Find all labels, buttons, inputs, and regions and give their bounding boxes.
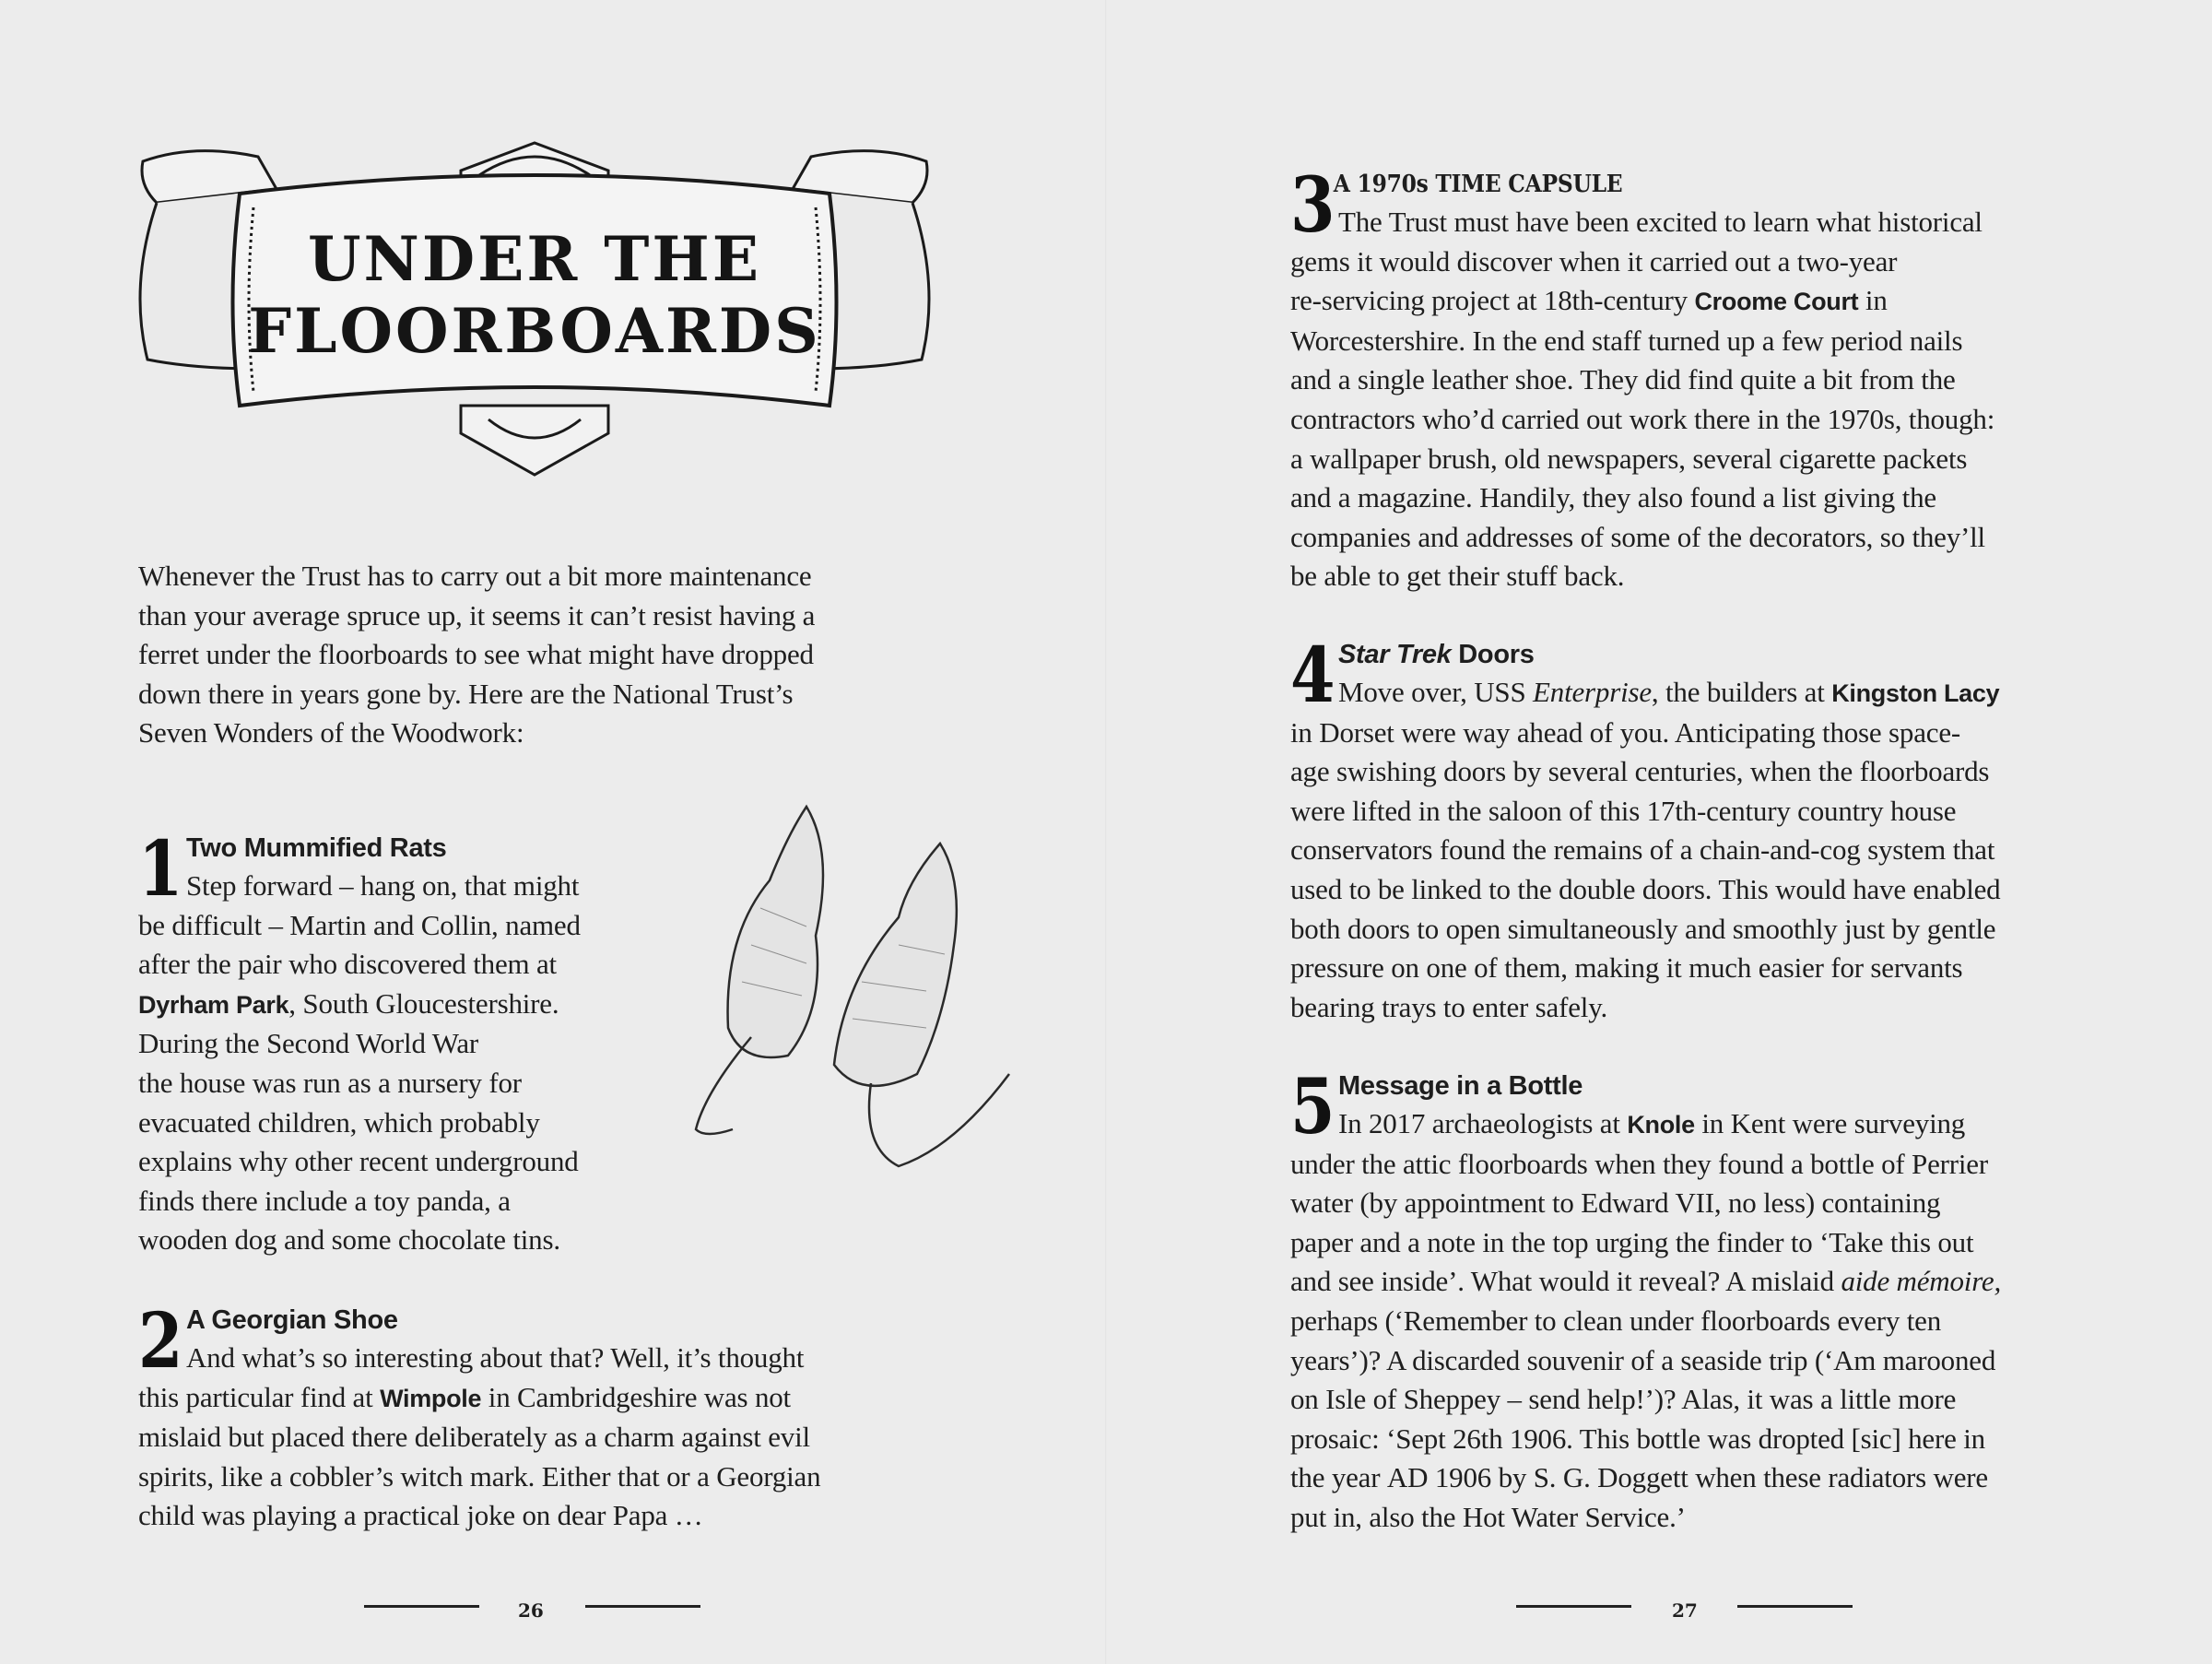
drop-numeral: 4	[1290, 631, 1335, 720]
text-line: in Dorset were way ahead of you. Anticipating those space-	[1290, 715, 1960, 749]
text-line: Whenever the Trust has to carry out a bit more maintenance	[138, 560, 812, 592]
page-number-right: 27	[1672, 1599, 1698, 1622]
italic-text: aide mémoire,	[1841, 1265, 2002, 1298]
text-line: evacuated children, which probably	[138, 1105, 540, 1139]
intro-paragraph	[138, 557, 815, 753]
place-name: Croome Court	[1694, 288, 1859, 316]
text-span: re-servicing project at 18th-century	[1290, 284, 1695, 317]
text-line	[1290, 1262, 2120, 1302]
text-line: both doors to open simultaneously and smoothly just by gentle	[1290, 912, 1996, 945]
drop-numeral: 2	[138, 1297, 183, 1386]
text-line: and a magazine. Handily, they also found a list giving the	[1290, 481, 1936, 514]
text-span: in Kent were surveying	[1694, 1107, 1966, 1139]
text-line: spirits, like a cobbler’s witch mark. Either that or a Georgian	[138, 1459, 821, 1493]
text-line: And what’s so interesting about that? Well, it’s thought	[186, 1341, 805, 1374]
text-line: put in, also the Hot Water Service.’	[1290, 1500, 1686, 1533]
arrow-ornament-icon	[1737, 1605, 1853, 1608]
small-caps-text: AD	[1386, 1461, 1429, 1494]
text-line: perhaps (‘Remember to clean under floorboards every ten	[1290, 1304, 1942, 1337]
text-line: prosaic: ‘Sept 26th 1906. This bottle was dropted [sic] here in	[1290, 1422, 1985, 1455]
place-name: Wimpole	[380, 1384, 482, 1412]
text-line: During the Second World War	[138, 1027, 479, 1060]
place-name: Dyrham Park	[138, 990, 289, 1019]
text-line: years’)? A discarded souvenir of a seaside trip (‘Am marooned	[1290, 1343, 1996, 1376]
wonder-2	[138, 1297, 968, 1536]
wonder-4	[1290, 631, 2120, 1027]
item-body	[1290, 1063, 2120, 1538]
item-heading: Star Trek Doors	[1338, 640, 1535, 669]
text-line: be able to get their stuff back.	[1290, 560, 1625, 593]
place-name: Knole	[1627, 1111, 1695, 1139]
drop-numeral: 1	[138, 825, 183, 914]
text-line: on Isle of Sheppey – send help!’)? Alas, it was a little more	[1290, 1383, 1957, 1416]
text-span: Move over, USS	[1338, 676, 1534, 708]
text-line	[138, 1378, 968, 1419]
text-line: and a single leather shoe. They did find quite a bit from the	[1290, 363, 1956, 396]
arrow-ornament-icon	[585, 1605, 700, 1608]
text-line	[1290, 281, 2120, 322]
place-name: Kingston Lacy	[1831, 679, 2000, 707]
item-body	[1290, 161, 2120, 596]
text-line: the house was run as a nursery for	[138, 1066, 522, 1099]
text-line: were lifted in the saloon of this 17th-century country house	[1290, 794, 1957, 827]
italic-text: Enterprise	[1533, 676, 1652, 708]
wonder-3	[1290, 161, 2120, 596]
text-span: In 2017 archaeologists at	[1338, 1107, 1628, 1139]
text-span: and see inside’. What would it reveal? A mislaid	[1290, 1265, 1841, 1298]
drop-numeral: 5	[1290, 1063, 1335, 1151]
text-line: pressure on one of them, making it much easier for servants	[1290, 951, 1963, 985]
text-line: used to be linked to the double doors. This would have enabled	[1290, 872, 2001, 905]
title-banner	[138, 138, 931, 479]
arrow-ornament-icon	[1516, 1605, 1631, 1608]
mummified-rats-illustration	[650, 797, 1018, 1175]
text-line: than your average spruce up, it seems it can’t resist having a	[138, 598, 816, 631]
text-line: a wallpaper brush, old newspapers, several cigarette packets	[1290, 442, 1968, 475]
arrow-ornament-icon	[364, 1605, 479, 1608]
text-line: Step forward – hang on, that might	[186, 869, 580, 902]
text-line	[1290, 1104, 2120, 1145]
text-line: gems it would discover when it carried out a two-year	[1290, 244, 1898, 277]
item-heading: A 1970s TIME CAPSULE	[1333, 171, 1623, 198]
text-span: 1906 by S. G. Doggett when these radiators were	[1428, 1461, 1988, 1494]
heading-italic: Star Trek	[1338, 640, 1452, 669]
text-line: under the attic floorboards when they found a bottle of Perrier	[1290, 1147, 1988, 1180]
text-line: water (by appointment to Edward VII, no less) containing	[1290, 1186, 1941, 1220]
item-heading: Message in a Bottle	[1338, 1071, 1583, 1101]
right-page	[1106, 0, 2212, 1664]
text-span: in Cambridgeshire was not	[481, 1380, 791, 1413]
page-number-left: 26	[518, 1599, 544, 1622]
text-line: age swishing doors by several centuries, when the floorboards	[1290, 755, 1990, 788]
text-line: contractors who’d carried out work there in the 1970s, though:	[1290, 402, 1995, 435]
text-line: The Trust must have been excited to learn what historical	[1338, 206, 1983, 238]
text-span: in	[1858, 284, 1888, 317]
text-line: conservators found the remains of a chain-and-cog system that	[1290, 833, 1995, 867]
text-line: ferret under the floorboards to see what might have dropped	[138, 638, 814, 671]
text-line: mislaid but placed there deliberately as a charm against evil	[138, 1421, 810, 1454]
text-span: the year	[1290, 1461, 1387, 1494]
text-line: be difficult – Martin and Collin, named	[138, 908, 581, 941]
text-line: companies and addresses of some of the decorators, so they’ll	[1290, 520, 1985, 553]
item-heading: A Georgian Shoe	[186, 1305, 398, 1335]
text-line: Seven Wonders of the Woodwork:	[138, 716, 524, 749]
drop-numeral: 3	[1290, 161, 1335, 250]
text-line: wooden dog and some chocolate tins.	[138, 1223, 560, 1257]
text-line: explains why other recent underground	[138, 1145, 579, 1178]
text-line: after the pair who discovered them at	[138, 948, 557, 981]
wonder-5	[1290, 1063, 2120, 1538]
text-line: Worcestershire. In the end staff turned up a few period nails	[1290, 324, 1963, 357]
text-line: paper and a note in the top urging the finder to ‘Take this out	[1290, 1225, 1974, 1258]
item-body	[138, 1297, 968, 1536]
text-line: bearing trays to enter safely.	[1290, 990, 1608, 1023]
item-heading: Two Mummified Rats	[186, 833, 447, 863]
text-line: finds there include a toy panda, a	[138, 1184, 511, 1217]
text-line: child was playing a practical joke on dear Papa …	[138, 1499, 703, 1532]
title-line-1: UNDER THE	[307, 223, 762, 295]
title-line-2: FLOORBOARDS	[248, 295, 821, 367]
text-span: , South Gloucestershire.	[288, 986, 559, 1020]
text-line: down there in years gone by. Here are the National Trust’s	[138, 677, 794, 710]
text-line	[1290, 1458, 2120, 1498]
item-body	[1290, 631, 2120, 1027]
text-line	[1290, 673, 2120, 714]
text-span: , the builders at	[1651, 676, 1832, 708]
text-span: this particular find at	[138, 1380, 381, 1413]
